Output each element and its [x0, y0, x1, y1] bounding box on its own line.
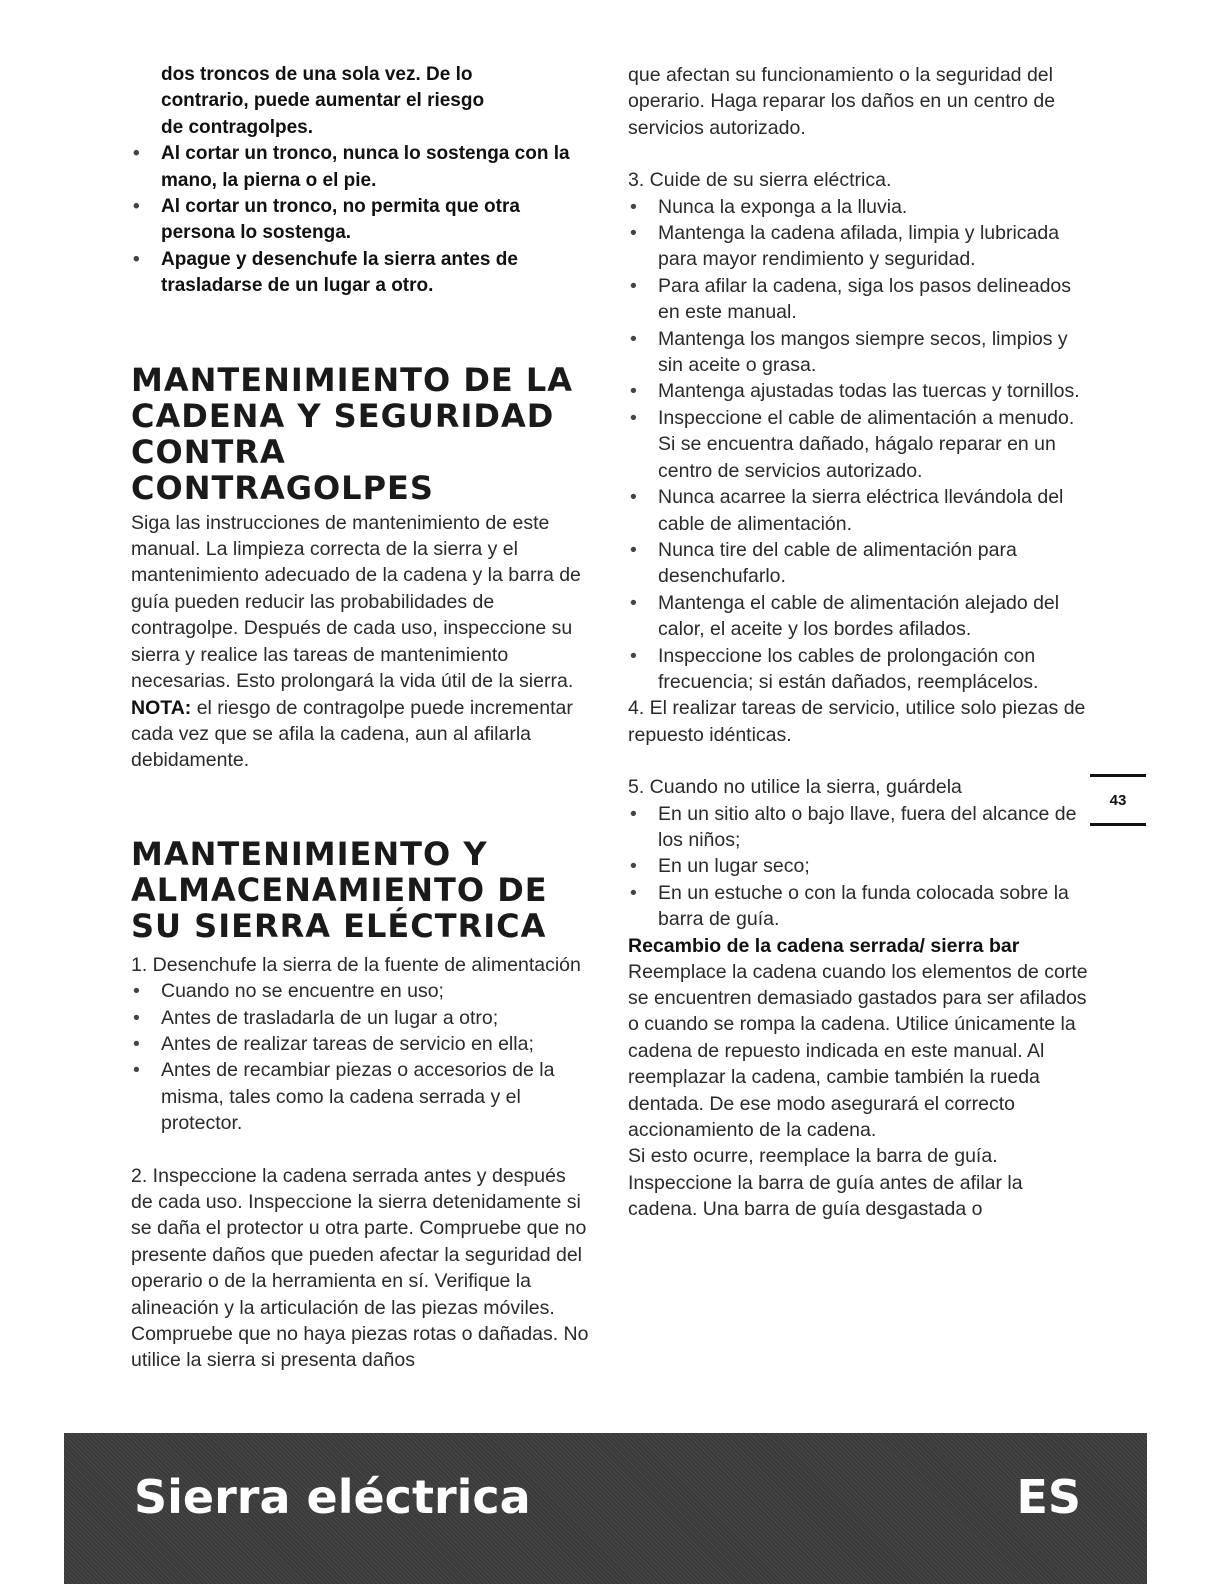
step-3-list [628, 194, 1088, 696]
step-4: 4. El realizar tareas de servicio, utilice solo piezas de repuesto idénticas. [628, 697, 1086, 746]
step-1: 1. Desenchufe la sierra de la fuente de alimentación [131, 953, 581, 976]
list-item: • Nunca acarree la sierra eléctrica llevándola del cable de alimentación. [628, 484, 1088, 537]
intro-line: contrario, puede aumentar el riesgo [161, 90, 485, 112]
guide-bar-paragraph: Si esto ocurre, reemplace la barra de guía. Inspeccione la barra de guía antes de afilar la cadena. Una barra de guía desgastada o [628, 1145, 1023, 1221]
section-heading-chain-maintenance: MANTENIMIENTO DE LA CADENA Y SEGURIDAD CONTRA CONTRAGOLPES [131, 360, 574, 507]
list-item: • En un estuche o con la funda colocada sobre la barra de guía. [628, 880, 1088, 933]
footer-band [64, 1433, 1147, 1584]
list-item: • Para afilar la cadena, siga los pasos delineados en este manual. [628, 273, 1088, 326]
step-3: 3. Cuide de su sierra eléctrica. [628, 169, 892, 192]
subheading-chain-replacement: Recambio de la cadena serrada/ sierra bar [628, 934, 1020, 957]
list-item: • Cuando no se encuentre en uso; [131, 978, 591, 1004]
list-item: • En un sitio alto o bajo llave, fuera del alcance de los niños; [628, 801, 1088, 854]
maintenance-paragraph: Siga las instrucciones de mantenimiento de este manual. La limpieza correcta de la sierra y el mantenimiento adecuado de la cadena y la barra de guía pueden reducir las probabilidades de contragolpe. Después de cada uso, inspeccione su sierra y realice las tareas de mantenimiento necesarias. Esto prolongará la vida útil de la sierra. [131, 511, 581, 693]
list-item: • Mantenga los mangos siempre secos, limpios y sin aceite o grasa. [628, 326, 1088, 379]
list-item: • En un lugar seco; [628, 853, 1088, 879]
intro-warning [131, 62, 591, 141]
step-5-list [628, 801, 1088, 933]
left-column [131, 62, 591, 1374]
list-item: • Inspeccione el cable de alimentación a menudo. Si se encuentra dañado, hágalo reparar en un centro de servicios autorizado. [628, 405, 1088, 484]
warning-item: • Al cortar un tronco, no permita que otra persona lo sostenga. [131, 194, 591, 247]
warning-list [131, 141, 591, 299]
step-2: 2. Inspeccione la cadena serrada antes y después de cada uso. Inspeccione la sierra detenidamente si se daña el protector u otra parte. Compruebe que no presente daños que pueden afectar la seguridad del operario o de la herramienta en sí. Verifique la alineación y la articulación de las piezas móviles. Compruebe que no haya piezas rotas o dañadas. No utilice la sierra si presenta daños [131, 1164, 589, 1372]
intro-line: dos troncos de una sola vez. De lo [161, 64, 473, 85]
list-item: • Nunca la exponga a la lluvia. [628, 194, 1088, 220]
footer-language-code: ES [1016, 1470, 1081, 1524]
list-item: • Antes de recambiar piezas o accesorios de la misma, tales como la cadena serrada y el protector. [131, 1057, 591, 1136]
page-number: 43 [1090, 774, 1146, 826]
nota-label: NOTA: [131, 696, 192, 719]
step-1-list [131, 978, 591, 1136]
footer-title: Sierra eléctrica [134, 1470, 531, 1524]
replace-paragraph: Reemplace la cadena cuando los elementos de corte se encuentren demasiado gastados para ser afilados o cuando se rompa la cadena. Utilice únicamente la cadena de repuesto indicada en este manual. Al reemplazar la cadena, cambie también la rueda dentada. De ese modo asegurará el correcto accionamiento de la cadena. [628, 960, 1088, 1142]
intro-line: de contragolpes. [161, 116, 314, 138]
warning-item: • Apague y desenchufe la sierra antes de trasladarse de un lugar a otro. [131, 247, 591, 300]
list-item: • Inspeccione los cables de prolongación con frecuencia; si están dañados, reemplácelos. [628, 643, 1088, 696]
list-item: • Mantenga la cadena afilada, limpia y lubricada para mayor rendimiento y seguridad. [628, 220, 1088, 273]
nota-paragraph [131, 695, 591, 774]
section-heading-storage: MANTENIMIENTO Y ALMACENAMIENTO DE SU SIERRA ELÉCTRICA [131, 834, 548, 945]
right-column [628, 62, 1088, 1223]
list-item: • Antes de realizar tareas de servicio en ella; [131, 1031, 591, 1057]
continuation-paragraph: que afectan su funcionamiento o la seguridad del operario. Haga reparar los daños en un centro de servicios autorizado. [628, 64, 1056, 139]
nota-text: el riesgo de contragolpe puede incrementar cada vez que se afila la cadena, aun al afilarla debidamente. [131, 696, 573, 772]
step-5: 5. Cuando no utilice la sierra, guárdela [628, 776, 962, 799]
list-item: • Mantenga el cable de alimentación alejado del calor, el aceite y los bordes afilados. [628, 590, 1088, 643]
warning-item: • Al cortar un tronco, nunca lo sostenga con la mano, la pierna o el pie. [131, 141, 591, 194]
list-item: • Mantenga ajustadas todas las tuercas y tornillos. [628, 378, 1088, 404]
list-item: • Nunca tire del cable de alimentación para desenchufarlo. [628, 537, 1088, 590]
list-item: • Antes de trasladarla de un lugar a otro; [131, 1005, 591, 1031]
